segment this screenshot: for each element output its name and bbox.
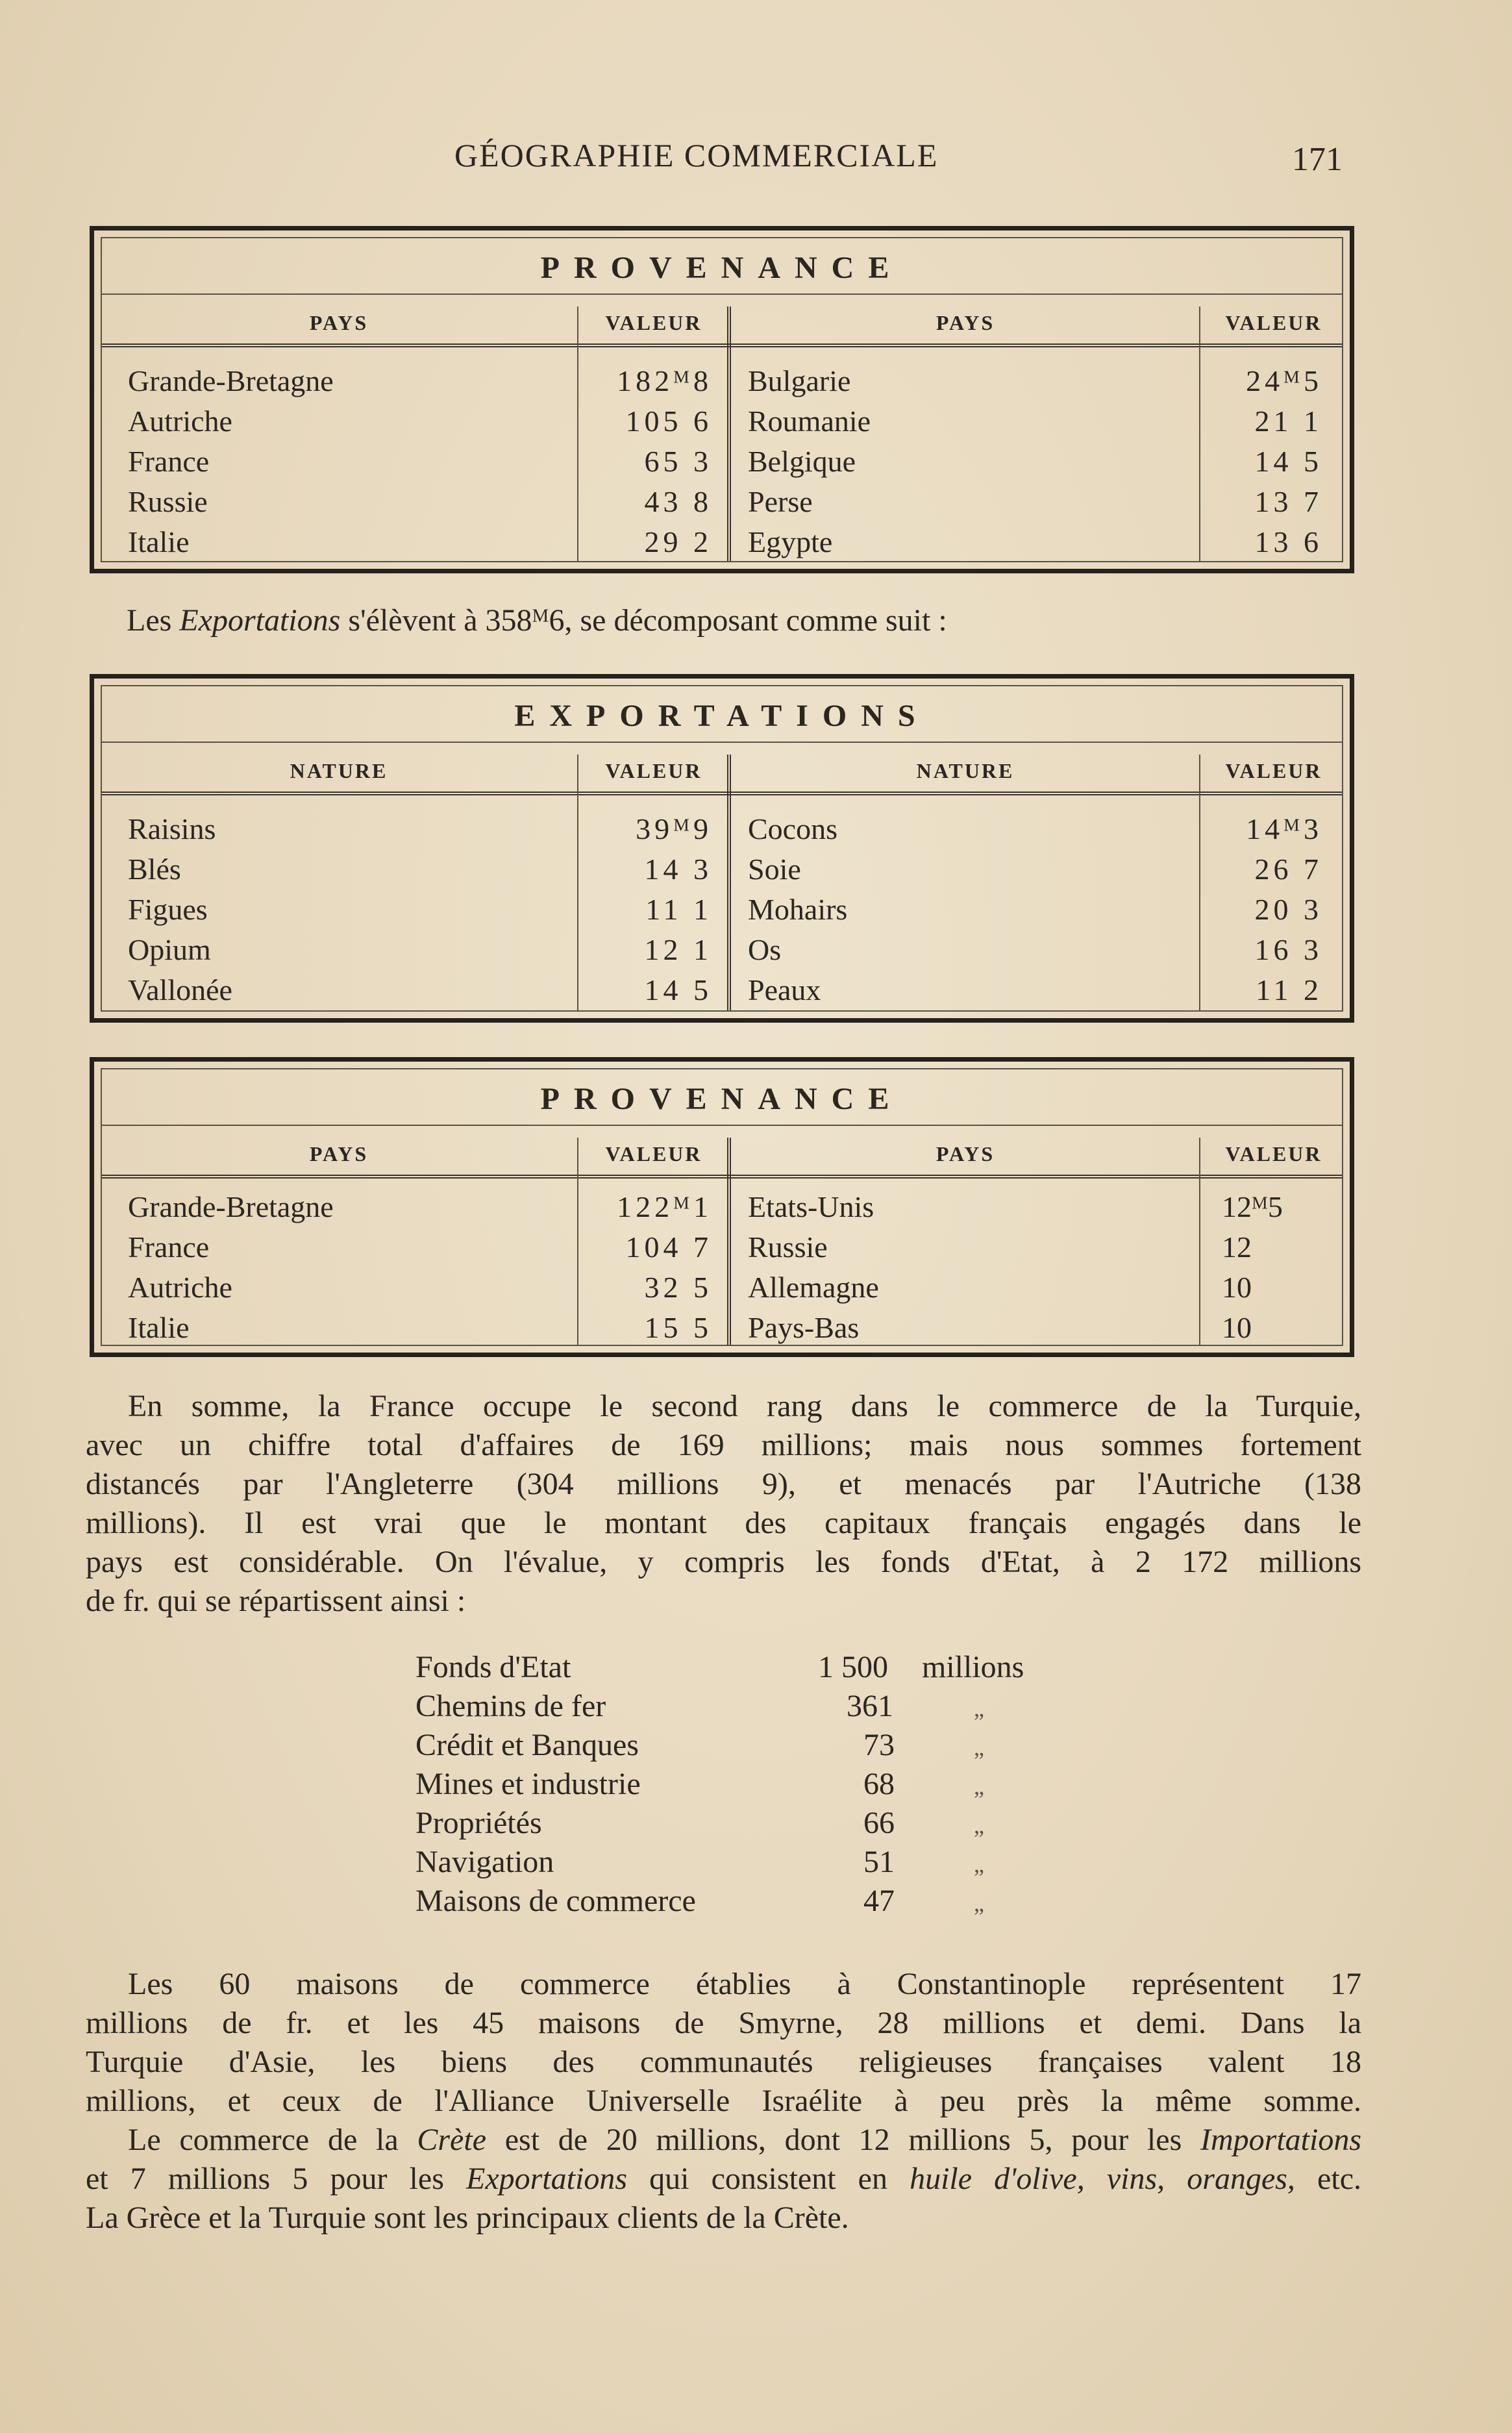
table-cell: 11 2 — [1256, 973, 1322, 1006]
text-run: et 7 millions 5 pour les — [86, 2162, 466, 2196]
header-nature-right: NATURE — [916, 759, 1015, 782]
table-cell: Russie — [748, 1230, 828, 1264]
caption-divider — [102, 742, 1342, 743]
table-cell: Os — [748, 933, 782, 966]
header-valeur-right: VALEUR — [1225, 759, 1322, 782]
list-item — [415, 1805, 1130, 1844]
table-cell: 43 8 — [644, 485, 712, 518]
table-cell: Opium — [128, 933, 211, 966]
item-label: Navigation — [415, 1845, 554, 1879]
text-run-italic: Importations — [1200, 2123, 1361, 2157]
header-divider — [102, 343, 1342, 347]
item-value: 47 — [863, 1884, 895, 1918]
text-run: s'élèvent à 358ᴹ6, se décomposant comme suit : — [340, 603, 947, 638]
table-cell: Italie — [128, 1311, 190, 1344]
text-line: En somme, la France occupe le second rang dans le commerce de la Turquie, — [128, 1389, 1361, 1423]
text-line: de fr. qui se répartissent ainsi : — [86, 1584, 466, 1618]
text-run-italic: huile d'olive, vins, oranges, — [910, 2162, 1295, 2196]
table-cell: France — [128, 1230, 210, 1264]
text-line: Les 60 maisons de commerce établies à Constantinople représentent 17 — [128, 1967, 1361, 2001]
caption-divider — [102, 293, 1342, 295]
text-run: etc. — [1295, 2162, 1361, 2196]
table-cell: Grande-Bretagne — [128, 364, 334, 397]
table-cell: Raisins — [128, 812, 216, 845]
header-valeur-left: VALEUR — [605, 311, 702, 334]
item-unit: „ — [974, 1734, 984, 1760]
paragraph-crete — [86, 2121, 1361, 2238]
table-cell: 14 3 — [644, 853, 712, 886]
table-cell: Bulgarie — [748, 364, 851, 397]
item-value: 1 500 — [818, 1650, 888, 1684]
table-cell: Belgique — [748, 445, 856, 478]
list-item — [415, 1883, 1130, 1922]
item-unit: „ — [974, 1890, 984, 1916]
provenance-table-1 — [90, 226, 1354, 573]
item-value: 66 — [863, 1806, 895, 1840]
table-cell: Soie — [748, 853, 801, 886]
text-line: La Grèce et la Turquie sont les principaux clients de la Crète. — [86, 2201, 849, 2235]
item-label: Propriétés — [415, 1806, 542, 1840]
text-run: qui consistent en — [627, 2162, 910, 2196]
text-run-italic: Exportations — [466, 2162, 627, 2196]
text-line: avec un chiffre total d'affaires de 169 millions; mais nous sommes fortement — [86, 1428, 1361, 1462]
table-cell: Italie — [128, 525, 190, 558]
table-cell: 14 5 — [644, 973, 712, 1006]
header-valeur-right: VALEUR — [1225, 311, 1322, 334]
text-run: Le commerce de la — [128, 2123, 417, 2157]
table-cell: France — [128, 445, 210, 478]
table-cell: Egypte — [748, 525, 833, 558]
header-pays-left: PAYS — [309, 1142, 369, 1166]
table-cell: 12 1 — [644, 933, 712, 966]
table-cell: 16 3 — [1254, 933, 1322, 966]
table-cell: Grande-Bretagne — [128, 1190, 334, 1223]
text-line: millions, et ceux de l'Alliance Universelle Israélite à peu près la même somme. — [86, 2084, 1361, 2118]
table-frame — [101, 237, 1343, 562]
table-cell: 24ᴹ5 — [1246, 364, 1322, 397]
text-line: millions). Il est vrai que le montant des capitaux français engagés dans le — [86, 1506, 1361, 1540]
text-line — [86, 2160, 1361, 2199]
header-divider — [102, 792, 1342, 795]
list-item — [415, 1766, 1130, 1805]
table-cell: Etats-Unis — [748, 1190, 874, 1223]
table-cell: Cocons — [748, 812, 837, 845]
page-number: 171 — [1292, 141, 1343, 178]
running-title: GÉOGRAPHIE COMMERCIALE — [454, 137, 939, 173]
text-run-italic: Crète — [417, 2123, 486, 2157]
header-pays-right: PAYS — [936, 1142, 995, 1166]
table-cell: 182ᴹ8 — [617, 364, 712, 397]
text-line: pays est considérable. On l'évalue, y compris les fonds d'Etat, à 2 172 millions — [86, 1545, 1361, 1579]
item-unit: „ — [974, 1812, 984, 1838]
text-run: est de 20 millions, dont 12 millions 5, pour les — [486, 2123, 1200, 2157]
caption-divider — [102, 1125, 1342, 1126]
table-cell: 12ᴹ5 — [1222, 1190, 1283, 1223]
table-caption: EXPORTATIONS — [514, 699, 930, 733]
table-cell: 20 3 — [1254, 893, 1322, 926]
paragraph-commercial-houses — [86, 1965, 1361, 2121]
table-cell: 10 — [1222, 1311, 1252, 1344]
header-pays-right: PAYS — [936, 311, 995, 334]
list-item — [415, 1844, 1130, 1883]
table-cell: 13 7 — [1254, 485, 1322, 518]
table-cell: 105 6 — [625, 405, 712, 438]
table-frame — [101, 685, 1343, 1012]
table-cell: Blés — [128, 853, 181, 886]
list-item — [415, 1688, 1130, 1727]
table-cell: 14 5 — [1254, 445, 1322, 478]
column-divider — [1199, 1138, 1200, 1345]
item-unit: millions — [922, 1650, 1024, 1684]
table-cell: Perse — [748, 485, 813, 518]
table-cell: 39ᴹ9 — [636, 812, 712, 845]
table-caption: PROVENANCE — [540, 251, 904, 285]
table-cell: 21 1 — [1254, 405, 1322, 438]
item-label: Crédit et Banques — [415, 1728, 639, 1762]
item-value: 73 — [863, 1728, 895, 1762]
list-item — [415, 1649, 1130, 1688]
column-divider — [1199, 306, 1200, 561]
text-run: Les — [127, 603, 180, 638]
exports-sentence — [127, 603, 947, 638]
table-frame — [101, 1068, 1343, 1346]
table-cell: 15 5 — [644, 1311, 712, 1344]
exportations-table — [90, 674, 1354, 1023]
item-value: 68 — [863, 1767, 895, 1801]
header-valeur-right: VALEUR — [1225, 1142, 1322, 1166]
text-line — [86, 2121, 1361, 2160]
table-caption: PROVENANCE — [540, 1082, 904, 1116]
table-cell: Pays-Bas — [748, 1311, 860, 1344]
table-cell: 122ᴹ1 — [617, 1190, 712, 1223]
text-line: millions de fr. et les 45 maisons de Smyrne, 28 millions et demi. Dans la — [86, 2006, 1361, 2040]
column-divider — [1199, 755, 1200, 1010]
table-cell: 12 — [1222, 1230, 1252, 1264]
item-unit: „ — [974, 1851, 984, 1877]
header-pays-left: PAYS — [309, 311, 369, 334]
text-run-italic: Exportations — [179, 603, 341, 638]
column-divider-double — [727, 306, 731, 561]
item-label: Chemins de fer — [415, 1689, 606, 1723]
table-cell: Autriche — [128, 1271, 232, 1304]
header-valeur-left: VALEUR — [605, 759, 702, 782]
table-cell: 65 3 — [644, 445, 712, 478]
column-divider — [577, 755, 578, 1010]
column-divider-double — [727, 755, 731, 1010]
table-cell: 29 2 — [644, 525, 712, 558]
table-cell: 14ᴹ3 — [1246, 812, 1322, 845]
text-line: Turquie d'Asie, les biens des communautés religieuses françaises valent 18 — [86, 2045, 1361, 2079]
list-item — [415, 1727, 1130, 1766]
item-label: Mines et industrie — [415, 1767, 641, 1801]
paragraph-commerce-rank — [86, 1387, 1361, 1621]
table-cell: Mohairs — [748, 893, 848, 926]
table-cell: 10 — [1222, 1271, 1252, 1304]
header-divider — [102, 1175, 1342, 1179]
table-cell: Vallonée — [128, 973, 232, 1006]
table-cell: 13 6 — [1254, 525, 1322, 558]
table-cell: 104 7 — [625, 1230, 712, 1264]
table-cell: Roumanie — [748, 405, 871, 438]
item-value: 51 — [863, 1845, 895, 1879]
running-head — [0, 136, 1512, 182]
item-label: Fonds d'Etat — [415, 1650, 571, 1684]
column-divider-double — [727, 1138, 731, 1345]
text-line: distancés par l'Angleterre (304 millions 9), et menacés par l'Autriche (138 — [86, 1467, 1361, 1501]
column-divider — [577, 1138, 578, 1345]
table-cell: Russie — [128, 485, 208, 518]
table-cell: Autriche — [128, 405, 232, 438]
table-cell: 32 5 — [644, 1271, 712, 1304]
table-cell: 26 7 — [1254, 853, 1322, 886]
table-cell: 11 1 — [645, 893, 712, 926]
table-cell: Peaux — [748, 973, 821, 1006]
header-valeur-left: VALEUR — [605, 1142, 702, 1166]
header-nature-left: NATURE — [290, 759, 388, 782]
item-label: Maisons de commerce — [415, 1884, 696, 1918]
provenance-table-2 — [90, 1057, 1354, 1357]
table-cell: Figues — [128, 893, 208, 926]
table-cell: Allemagne — [748, 1271, 879, 1304]
item-unit: „ — [974, 1695, 984, 1721]
item-unit: „ — [974, 1773, 984, 1799]
column-divider — [577, 306, 578, 561]
item-value: 361 — [847, 1689, 893, 1723]
